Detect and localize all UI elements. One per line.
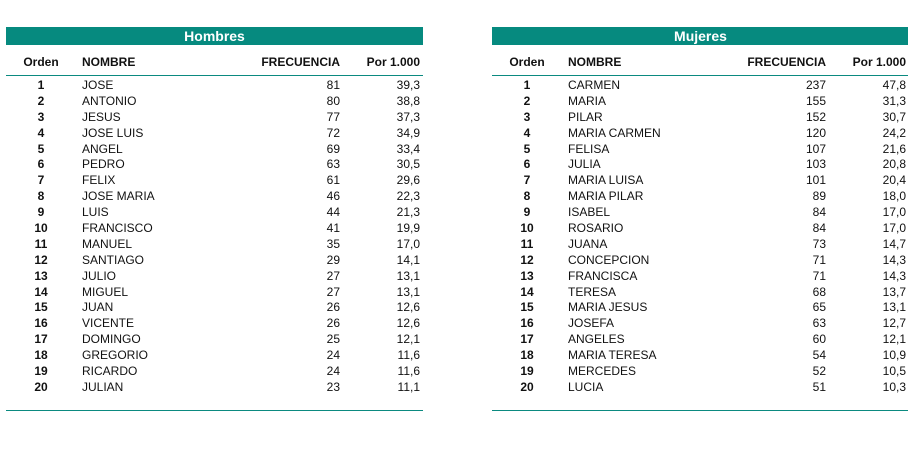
frequency-cell: 77 — [326, 109, 340, 124]
table-row — [492, 76, 908, 92]
frequency-cell: 29 — [326, 252, 340, 267]
table-row — [6, 219, 423, 235]
frequency-cell: 61 — [326, 173, 340, 188]
table-row — [492, 251, 908, 267]
women-table-title: Mujeres — [492, 27, 908, 45]
men-table — [6, 27, 423, 394]
header-rate: Por 1.000 — [366, 55, 420, 69]
name-cell: JESUS — [82, 109, 121, 124]
frequency-cell: 25 — [326, 332, 340, 347]
table-row — [6, 346, 423, 362]
rate-cell: 11,1 — [397, 379, 420, 394]
name-cell: ANTONIO — [82, 93, 137, 108]
name-cell: PEDRO — [82, 157, 125, 172]
rate-cell: 38,8 — [396, 93, 420, 108]
table-row — [492, 108, 908, 124]
name-cell: FELIX — [82, 173, 116, 188]
order-cell: 1 — [37, 78, 45, 92]
order-cell: 20 — [34, 379, 48, 394]
table-row — [6, 203, 423, 219]
frequency-cell: 71 — [812, 268, 826, 283]
rate-cell: 14,3 — [882, 252, 906, 267]
order-cell: 10 — [34, 221, 48, 236]
women-table — [492, 27, 908, 394]
order-cell: 15 — [34, 300, 48, 315]
rate-cell: 12,1 — [396, 332, 420, 347]
frequency-cell: 35 — [326, 236, 340, 251]
order-cell: 16 — [34, 316, 48, 331]
name-cell: TERESA — [568, 284, 617, 299]
table-row — [492, 362, 908, 378]
frequency-cell: 107 — [805, 141, 826, 156]
frequency-cell: 84 — [812, 221, 826, 236]
table-row — [6, 251, 423, 267]
frequency-cell: 237 — [805, 78, 826, 92]
name-cell: MIGUEL — [82, 284, 129, 299]
name-cell: JULIA — [568, 157, 601, 172]
name-cell: JOSE MARIA — [82, 189, 155, 204]
rate-cell: 30,5 — [396, 157, 420, 172]
table-row — [6, 76, 423, 92]
name-cell: MARIA CARMEN — [568, 125, 661, 140]
table-row — [492, 378, 908, 394]
frequency-cell: 84 — [812, 205, 826, 220]
name-cell: MERCEDES — [568, 364, 637, 379]
frequency-cell: 68 — [812, 284, 826, 299]
order-cell: 15 — [520, 300, 534, 315]
table-row — [492, 187, 908, 203]
table-row — [492, 92, 908, 108]
frequency-cell: 89 — [812, 189, 826, 204]
name-cell: ISABEL — [568, 205, 611, 220]
rate-cell: 14,3 — [882, 268, 906, 283]
table-row — [492, 235, 908, 251]
table-row — [6, 171, 423, 187]
rate-cell: 10,3 — [882, 379, 906, 394]
order-cell: 7 — [37, 173, 45, 188]
rate-cell: 21,6 — [882, 141, 906, 156]
frequency-cell: 65 — [812, 300, 826, 315]
rate-cell: 12,6 — [396, 316, 420, 331]
frequency-cell: 54 — [812, 348, 826, 363]
frequency-cell: 23 — [326, 379, 340, 394]
table-row — [492, 124, 908, 140]
women-bottom-rule — [492, 410, 908, 411]
table-row — [492, 140, 908, 156]
order-cell: 7 — [523, 173, 531, 188]
men-table-title: Hombres — [6, 27, 423, 45]
frequency-cell: 155 — [805, 93, 826, 108]
table-row — [492, 203, 908, 219]
rate-cell: 18,0 — [882, 189, 906, 204]
name-cell: RICARDO — [82, 364, 138, 379]
frequency-cell: 27 — [326, 268, 340, 283]
rate-cell: 17,0 — [882, 205, 906, 220]
rate-cell: 34,9 — [396, 125, 420, 140]
rate-cell: 14,7 — [882, 236, 906, 251]
rate-cell: 11,6 — [397, 348, 420, 363]
name-cell: VICENTE — [82, 316, 135, 331]
header-name: NOMBRE — [568, 55, 622, 69]
rate-cell: 29,6 — [396, 173, 420, 188]
frequency-cell: 152 — [805, 109, 826, 124]
header-order: Orden — [23, 55, 59, 69]
men-bottom-rule — [6, 410, 423, 411]
table-row — [6, 378, 423, 394]
table-row — [6, 187, 423, 203]
order-cell: 2 — [523, 93, 531, 108]
order-cell: 19 — [34, 364, 48, 379]
order-cell: 12 — [34, 252, 48, 267]
frequency-cell: 24 — [326, 348, 340, 363]
frequency-cell: 41 — [326, 221, 340, 236]
order-cell: 3 — [37, 109, 45, 124]
rate-cell: 47,8 — [882, 78, 906, 92]
order-cell: 10 — [520, 221, 534, 236]
table-row — [492, 219, 908, 235]
frequency-cell: 60 — [812, 332, 826, 347]
order-cell: 13 — [34, 268, 48, 283]
table-row — [6, 283, 423, 299]
order-cell: 16 — [520, 316, 534, 331]
name-cell: MARIA TERESA — [568, 348, 657, 363]
name-cell: CONCEPCION — [568, 252, 650, 267]
order-cell: 4 — [37, 125, 45, 140]
frequency-cell: 63 — [326, 157, 340, 172]
rate-cell: 10,5 — [882, 364, 906, 379]
order-cell: 11 — [34, 236, 48, 251]
order-cell: 5 — [37, 141, 45, 156]
header-frequency: FRECUENCIA — [747, 55, 826, 69]
frequency-cell: 69 — [326, 141, 340, 156]
order-cell: 12 — [520, 252, 534, 267]
order-cell: 9 — [523, 205, 531, 220]
rate-cell: 13,7 — [882, 284, 906, 299]
table-row — [6, 124, 423, 140]
table-row — [6, 298, 423, 314]
rate-cell: 19,9 — [396, 221, 420, 236]
order-cell: 20 — [520, 379, 534, 394]
frequency-cell: 72 — [326, 125, 340, 140]
header-order: Orden — [509, 55, 545, 69]
name-cell: LUIS — [82, 205, 109, 220]
order-cell: 6 — [37, 157, 45, 172]
order-cell: 13 — [520, 268, 534, 283]
name-cell: MANUEL — [82, 236, 133, 251]
rate-cell: 12,7 — [882, 316, 906, 331]
order-cell: 2 — [37, 93, 45, 108]
frequency-cell: 71 — [812, 252, 826, 267]
order-cell: 11 — [520, 236, 534, 251]
rate-cell: 17,0 — [396, 236, 420, 251]
rate-cell: 12,1 — [882, 332, 906, 347]
table-row — [6, 267, 423, 283]
name-cell: SANTIAGO — [82, 252, 145, 267]
order-cell: 14 — [34, 284, 48, 299]
name-cell: FELISA — [568, 141, 610, 156]
order-cell: 17 — [520, 332, 534, 347]
name-cell: JOSE — [82, 78, 114, 92]
header-frequency: FRECUENCIA — [261, 55, 340, 69]
rate-cell: 13,1 — [882, 300, 906, 315]
name-cell: PILAR — [568, 109, 603, 124]
frequency-cell: 81 — [326, 78, 340, 92]
name-cell: DOMINGO — [82, 332, 141, 347]
rate-cell: 17,0 — [882, 221, 906, 236]
order-cell: 18 — [34, 348, 48, 363]
name-cell: JOSE LUIS — [82, 125, 144, 140]
table-row — [492, 155, 908, 171]
name-cell: MARIA PILAR — [568, 189, 644, 204]
order-cell: 4 — [523, 125, 531, 140]
table-row — [492, 267, 908, 283]
frequency-cell: 52 — [812, 364, 826, 379]
frequency-cell: 26 — [326, 300, 340, 315]
rate-cell: 13,1 — [396, 284, 420, 299]
rate-cell: 21,3 — [396, 205, 420, 220]
rate-cell: 33,4 — [396, 141, 420, 156]
rate-cell: 11,6 — [397, 364, 420, 379]
rate-cell: 39,3 — [396, 78, 420, 92]
order-cell: 3 — [523, 109, 531, 124]
header-name: NOMBRE — [82, 55, 136, 69]
rate-cell: 20,8 — [882, 157, 906, 172]
frequency-cell: 103 — [805, 157, 826, 172]
name-cell: FRANCISCA — [568, 268, 638, 283]
order-cell: 19 — [520, 364, 534, 379]
table-row — [6, 108, 423, 124]
frequency-cell: 73 — [812, 236, 826, 251]
table-row — [492, 314, 908, 330]
frequency-cell: 101 — [805, 173, 826, 188]
women-table-header — [492, 45, 908, 76]
frequency-cell: 46 — [326, 189, 340, 204]
rate-cell: 24,2 — [882, 125, 906, 140]
name-cell: JULIO — [82, 268, 117, 283]
frequency-cell: 24 — [326, 364, 340, 379]
name-cell: ANGEL — [82, 141, 123, 156]
table-row — [6, 362, 423, 378]
rate-cell: 22,3 — [396, 189, 420, 204]
name-cell: JUANA — [568, 236, 608, 251]
rate-cell: 14,1 — [396, 252, 420, 267]
rate-cell: 30,7 — [882, 109, 906, 124]
rate-cell: 37,3 — [396, 109, 420, 124]
table-row — [6, 235, 423, 251]
name-cell: JULIAN — [82, 379, 124, 394]
rate-cell: 12,6 — [396, 300, 420, 315]
name-cell: JUAN — [82, 300, 114, 315]
name-cell: MARIA JESUS — [568, 300, 648, 315]
order-cell: 14 — [520, 284, 534, 299]
table-row — [6, 330, 423, 346]
frequency-cell: 26 — [326, 316, 340, 331]
frequency-cell: 27 — [326, 284, 340, 299]
rate-cell: 13,1 — [396, 268, 420, 283]
table-row — [492, 171, 908, 187]
name-cell: ROSARIO — [568, 221, 624, 236]
men-table-header — [6, 45, 423, 76]
frequency-cell: 63 — [812, 316, 826, 331]
table-row — [492, 298, 908, 314]
table-row — [6, 314, 423, 330]
table-row — [492, 283, 908, 299]
order-cell: 18 — [520, 348, 534, 363]
table-row — [492, 346, 908, 362]
order-cell: 8 — [37, 189, 45, 204]
order-cell: 1 — [523, 78, 531, 92]
men-rows — [6, 76, 423, 394]
table-row — [492, 330, 908, 346]
name-cell: MARIA LUISA — [568, 173, 644, 188]
frequency-cell: 80 — [326, 93, 340, 108]
order-cell: 5 — [523, 141, 531, 156]
rate-cell: 20,4 — [882, 173, 906, 188]
header-rate: Por 1.000 — [852, 55, 906, 69]
name-cell: LUCIA — [568, 379, 604, 394]
table-row — [6, 155, 423, 171]
frequency-cell: 51 — [812, 379, 826, 394]
name-cell: ANGELES — [568, 332, 625, 347]
name-cell: GREGORIO — [82, 348, 149, 363]
order-cell: 8 — [523, 189, 531, 204]
frequency-cell: 44 — [326, 205, 340, 220]
name-cell: CARMEN — [568, 78, 621, 92]
women-rows — [492, 76, 908, 394]
table-row — [6, 140, 423, 156]
rate-cell: 31,3 — [882, 93, 906, 108]
order-cell: 9 — [37, 205, 45, 220]
table-row — [6, 92, 423, 108]
rate-cell: 10,9 — [882, 348, 906, 363]
name-cell: FRANCISCO — [82, 221, 153, 236]
order-cell: 17 — [34, 332, 48, 347]
name-cell: MARIA — [568, 93, 607, 108]
order-cell: 6 — [523, 157, 531, 172]
name-cell: JOSEFA — [568, 316, 615, 331]
frequency-cell: 120 — [805, 125, 826, 140]
